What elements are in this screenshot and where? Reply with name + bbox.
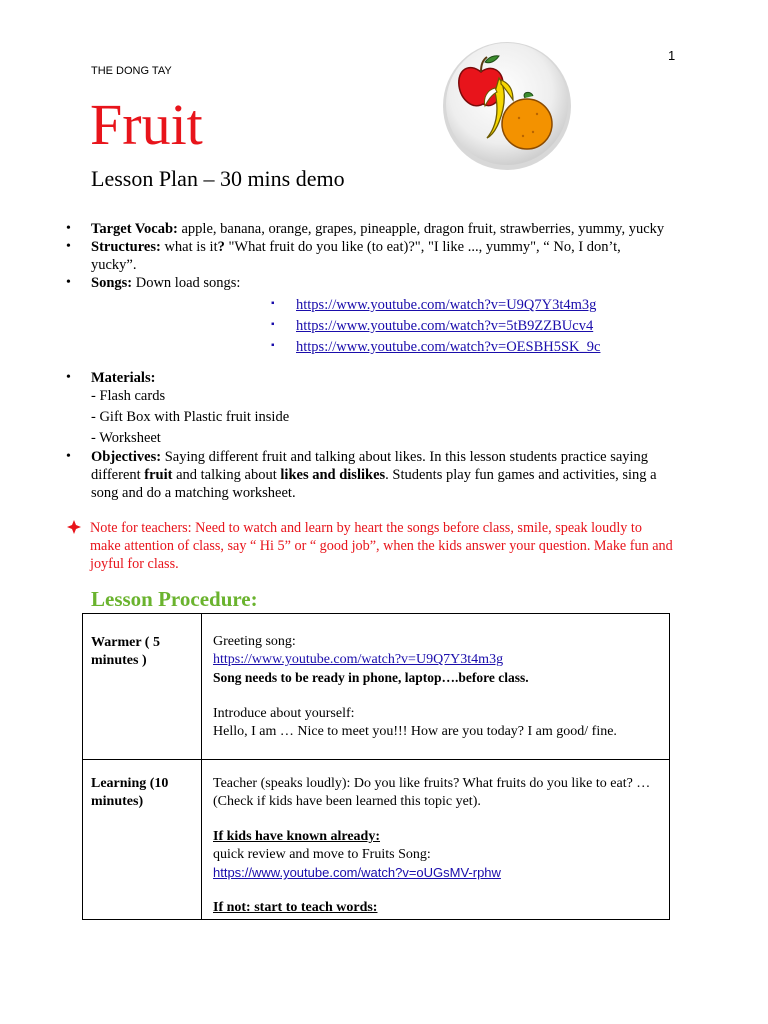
warmer-label-cell: [83, 614, 202, 760]
learning-label: Learning (10 minutes): [91, 776, 169, 809]
target-vocab-label: Target Vocab:: [91, 221, 178, 237]
objectives-text-2: and talking about: [172, 467, 281, 483]
learning-label-cell: [83, 760, 202, 920]
objectives-item: [66, 448, 668, 502]
structures-question-mark: ?: [217, 239, 225, 255]
page-subtitle: Lesson Plan – 30 mins demo: [91, 166, 345, 191]
procedure-title: Lesson Procedure:: [91, 587, 258, 611]
target-vocab-text: apple, banana, orange, grapes, pineapple, dragon fruit, strawberries, yummy, yucky: [177, 221, 665, 237]
warmer-label: Warmer ( 5 minutes ): [91, 635, 160, 668]
song-link-item: [271, 338, 668, 359]
materials-item: [66, 369, 668, 447]
fruit-bowl-icon: [441, 40, 573, 172]
table-row: [83, 614, 670, 760]
structures-item: [66, 238, 668, 274]
learning-song-link[interactable]: https://www.youtube.com/watch?v=oUGsMV-rphw: [213, 865, 501, 880]
song-link-3[interactable]: https://www.youtube.com/watch?v=OESBH5SK_9c: [296, 339, 601, 355]
learning-review: quick review and move to Fruits Song:: [213, 847, 431, 862]
song-link-1[interactable]: https://www.youtube.com/watch?v=U9Q7Y3t4m3g: [296, 297, 597, 313]
teacher-note: [67, 519, 675, 573]
diamond-bullet-icon: [67, 520, 81, 534]
songs-label: Songs:: [91, 275, 133, 291]
objectives-bold-likes: likes and dislikes: [280, 467, 386, 483]
warmer-hello: Hello, I am … Nice to meet you!!! How are you today? I am good/ fine.: [213, 724, 617, 739]
song-link-item: [271, 317, 668, 338]
teacher-note-text: Note for teachers: Need to watch and learn by heart the songs before class, smile, speak loudly to make attention of class, say “ Hi 5” or “ good job”, when the kids answer your question. Make fun and joyful for class.: [90, 520, 673, 572]
warmer-content-cell: [202, 614, 670, 760]
song-link-2[interactable]: https://www.youtube.com/watch?v=5tB9ZZBUcv4: [296, 318, 594, 334]
learning-if-known: If kids have known already:: [213, 829, 381, 844]
warmer-greeting: Greeting song:: [213, 634, 296, 649]
target-vocab-item: [66, 220, 668, 238]
objectives-label: Objectives:: [91, 449, 162, 465]
songs-links-list: [91, 296, 668, 359]
songs-text: Down load songs:: [132, 275, 241, 291]
warmer-bold-note: Song needs to be ready in phone, laptop….before class.: [213, 670, 529, 685]
warmer-song-link[interactable]: https://www.youtube.com/watch?v=U9Q7Y3t4m3g: [213, 652, 504, 667]
page-number: 1: [668, 48, 676, 63]
objectives-text-3: . Students play fun games and activities, sing a song and do a matching worksheet.: [91, 467, 657, 501]
learning-teacher-text: Teacher (speaks loudly): Do you like fruits? What fruits do you like to eat? … (Check if kids have been learned this topic yet).: [213, 776, 651, 809]
objectives-text-1: Saying different fruit and talking about likes. In this lesson students practice saying different: [91, 449, 649, 483]
materials-line-1: - Flash cards: [91, 388, 166, 404]
warmer-intro: Introduce about yourself:: [213, 706, 355, 721]
materials-line-3: - Worksheet: [91, 430, 161, 446]
school-name: THE DONG TAY: [91, 65, 172, 77]
materials-line-2: - Gift Box with Plastic fruit inside: [91, 409, 290, 425]
structures-label: Structures:: [91, 239, 161, 255]
lesson-overview-list: [66, 220, 668, 502]
learning-content-cell: [202, 760, 670, 920]
structures-text-2: "What fruit do you like (to eat)?", "I like ..., yummy", “ No, I don’t, yucky”.: [91, 239, 621, 273]
song-link-item: [271, 296, 668, 317]
learning-if-not: If not: start to teach words:: [213, 900, 378, 915]
procedure-table: [82, 613, 670, 920]
materials-label: • Materials:: [91, 370, 156, 386]
songs-item: [66, 274, 668, 359]
table-row: [83, 760, 670, 920]
page-title: Fruit: [90, 92, 203, 157]
objectives-bold-fruit: fruit: [144, 467, 173, 483]
structures-text: what is it: [160, 239, 218, 255]
